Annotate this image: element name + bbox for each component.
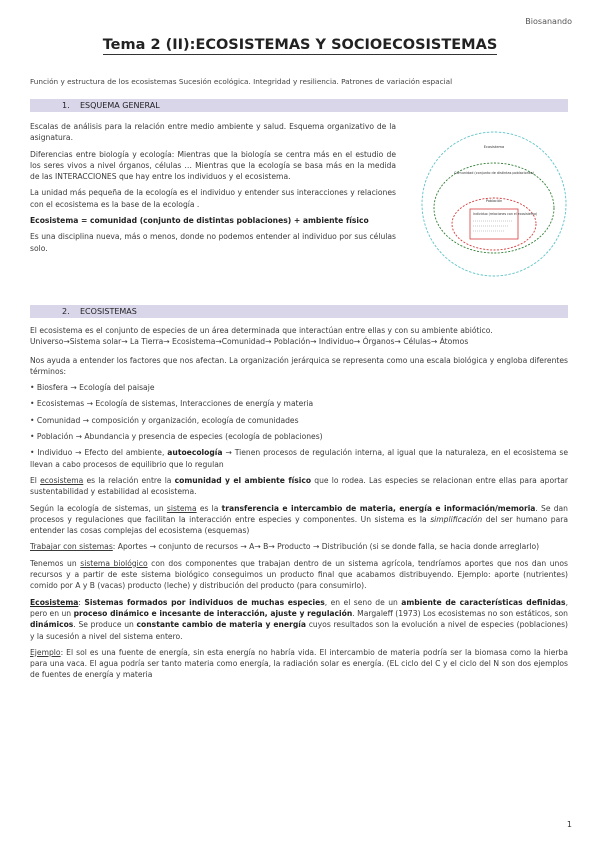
paragraph: Ecosistema: Sistemas formados por individuos de muchas especies, en el seno de un ambiente de características definidas, pero en un proceso dinámico e incesante de interacción, ajuste y regulación. Margaleff (1973) Los ecosistemas no son estáticos, son dinámicos. Se produce un constante cambio de materia y energía cuyos resultados son la evolución a nivel de especies (poblaciones) y la sucesión a nivel del sistema entero. [30,597,568,641]
section-2-number: 2. [62,307,70,316]
community-ellipse [434,163,554,253]
ecosystem-circle [422,132,566,276]
section-1-heading: ESQUEMA GENERAL [80,101,160,110]
page-number: 1 [566,820,572,829]
list-item: • Ecosistemas → Ecología de sistemas, Interacciones de energía y materia [30,399,314,409]
paragraph: Tenemos un sistema biológico con dos componentes que trabajan dentro de un sistema agrícola, tendríamos aportes que nos dan unos recursos y a partir de este sistema biológico conseguimos un producto final que acabamos distribuyendo. Ejemplo: aporte (nutrientes) comido por A y B (vacas) producto (leche) y distribución del producto (para consumirlo). [30,558,568,591]
section-2-heading: ECOSISTEMAS [80,307,137,316]
paragraph: Ejemplo: El sol es una fuente de energía, sin esta energía no habría vida. El intercambio de materia podría ser la biomasa como la hierba para una vaca. El agua podría ser tanto materia como energía, la radiación solar es energía. (EL ciclo del C y el ciclo del N son dos ejemplos de fuentes de energía y materia [30,647,568,680]
ecology-levels-diagram [418,128,570,280]
page-title [0,37,600,53]
hierarchy-line: Universo→Sistema solar→ La Tierra→ Ecosistema→Comunidad→ Población→ Individuo→ Órganos→ Células→ Átomos [30,337,469,347]
community-label: Comunidad (conjunto de distintas poblaciones) [453,171,535,175]
paragraph: Diferencias entre biología y ecología: Mientras que la biología se centra más en el estudio de los seres vivos a nivel órganos, células … Mientras que la ecología se basa más en la medida de las INTERACCIONES que hay entre los individuos y el ecosistema. [30,149,396,182]
population-label: Población [485,199,503,203]
header-brand: Biosanando [525,17,572,26]
page-title-text: Tema 2 (II):ECOSISTEMAS Y SOCIOECOSISTEMAS [102,37,498,53]
section-1-number: 1. [62,101,70,110]
ecosystem-label: Ecosistema [483,145,505,149]
paragraph: Es una disciplina nueva, más o menos, donde no podemos entender al individuo por sus células solo. [30,232,396,253]
paragraph: Nos ayuda a entender los factores que nos afectan. La organización jerárquica se representa como una escala biológica y engloba diferentes términos: [30,355,568,376]
paragraph: La unidad más pequeña de la ecología es el individuo y entender sus interacciones y relaciones con el ecosistema es la base de la ecología . [30,188,396,209]
list-item: • Individuo → Efecto del ambiente, autoecología → Tienen procesos de regulación interna, al igual que la naturaleza, en el ecosistema se llevan a cabo procesos de equilibrio que lo regulan [30,448,568,469]
individual-label: Individuo (relaciones con el ecosistema) [473,212,538,216]
paragraph: Escalas de análisis para la relación entre medio ambiente y salud. Esquema organizativo de la asignatura. [30,122,396,143]
section-2-heading-bar [30,305,568,318]
section-1-heading-bar [30,99,568,112]
ecosystem-formula: Ecosistema = comunidad (conjunto de distintas poblaciones) + ambiente físico [30,216,369,226]
subtitle: Función y estructura de los ecosistemas Sucesión ecológica. Integridad y resiliencia. Patrones de variación espacial [30,77,453,86]
list-item: • Comunidad → composición y organización, ecología de comunidades [30,415,299,425]
paragraph: El ecosistema es la relación entre la comunidad y el ambiente físico que lo rodea. Las especies se relacionan entre ellas para aportar sustentabilidad y estabilidad al ecosistema. [30,475,568,497]
population-ellipse [452,198,536,250]
list-item: • Biosfera → Ecología del paisaje [30,383,155,393]
paragraph: Trabajar con sistemas: Aportes → conjunto de recursos → A→ B→ Producto → Distribución (si se donde falla, se hacia donde arreglarlo) [30,542,540,552]
paragraph: Según la ecología de sistemas, un sistema es la transferencia e intercambio de materia, energía e información/memoria. Se dan procesos y regulaciones que facilitan la interacción entre especies y componentes. Un sistema es la simplificación del ser humano para entender las cosas complejas del ecosistema (esquemas) [30,503,568,536]
paragraph: El ecosistema es el conjunto de especies de un área determinada que interactúan entre ellas y con su ambiente abiótico. [30,326,493,335]
section-1-body [30,121,396,259]
list-item: • Población → Abundancia y presencia de especies (ecología de poblaciones) [30,432,323,442]
section-2-body [30,325,568,686]
ecology-levels-svg [418,128,570,280]
